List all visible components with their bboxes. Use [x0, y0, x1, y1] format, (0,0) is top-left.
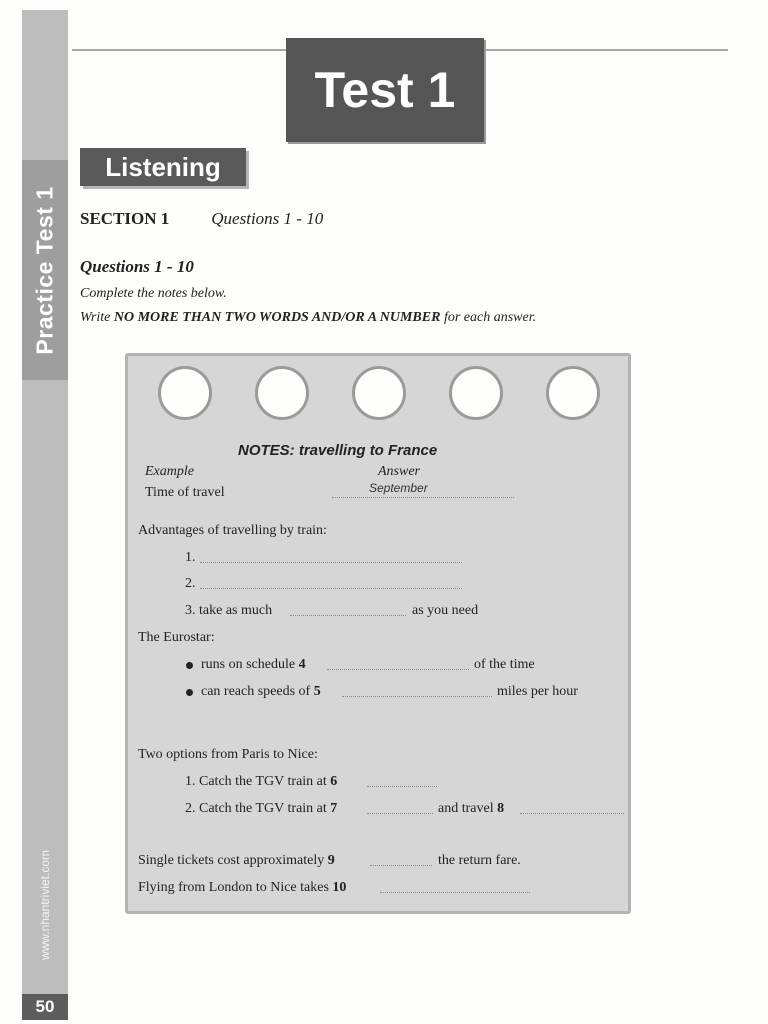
binder-ring — [352, 366, 406, 420]
binder-ring — [449, 366, 503, 420]
bullet-dot — [186, 662, 193, 669]
flying-text: Flying from London to Nice takes 10 — [138, 880, 347, 895]
eurostar-item-1-suffix: of the time — [474, 657, 535, 672]
section-line — [80, 209, 323, 229]
example-answer: September — [369, 481, 428, 495]
single-tickets-suffix: the return fare. — [438, 853, 521, 868]
answer-blank — [332, 497, 514, 498]
binder-ring — [546, 366, 600, 420]
answer-blank-9 — [370, 865, 432, 866]
eurostar-item-1: runs on schedule 4 — [201, 657, 306, 672]
advantages-heading: Advantages of travelling by train: — [138, 523, 327, 538]
test-title: Test 1 — [286, 38, 484, 142]
answer-label: Answer — [378, 464, 420, 479]
answer-blank-6 — [367, 786, 437, 787]
section-badge: Listening — [80, 148, 246, 186]
eurostar-heading: The Eurostar: — [138, 630, 215, 645]
answer-blank-1 — [200, 562, 462, 563]
binder-ring — [255, 366, 309, 420]
answer-blank-3 — [290, 615, 406, 616]
option-2-travel: and travel 8 — [438, 801, 505, 816]
sidebar-url: www.nhantriviet.com — [38, 849, 53, 961]
answer-blank-2 — [200, 588, 462, 589]
instruction-line-1: Complete the notes below. — [80, 286, 227, 301]
options-heading: Two options from Paris to Nice: — [138, 747, 318, 762]
advantage-2-number: 2. — [185, 576, 196, 591]
example-item: Time of travel — [145, 485, 225, 500]
page-number: 50 — [22, 994, 68, 1020]
advantage-3-suffix: as you need — [412, 603, 479, 618]
notes-title: NOTES: travelling to France — [238, 442, 438, 459]
answer-blank-4 — [327, 669, 469, 670]
advantage-1-number: 1. — [185, 550, 196, 565]
section-questions: Questions 1 - 10 — [211, 209, 324, 228]
eurostar-item-2-suffix: miles per hour — [497, 684, 578, 699]
instruction-line-2: Write NO MORE THAN TWO WORDS AND/OR A NUMBER for each answer. — [80, 310, 537, 325]
example-label: Example — [145, 464, 194, 479]
questions-heading: Questions 1 - 10 — [80, 257, 194, 276]
single-tickets-text: Single tickets cost approximately 9 — [138, 853, 335, 868]
advantage-3-text: 3. take as much — [185, 603, 273, 618]
answer-blank-8 — [520, 813, 624, 814]
answer-blank-10 — [380, 892, 530, 893]
answer-blank-7 — [367, 813, 433, 814]
option-1-text: 1. Catch the TGV train at 6 — [185, 774, 338, 789]
eurostar-item-2: can reach speeds of 5 — [201, 684, 321, 699]
answer-blank-5 — [342, 696, 492, 697]
bullet-dot — [186, 689, 193, 696]
section-label: SECTION 1 — [80, 209, 170, 228]
option-2-text: 2. Catch the TGV train at 7 — [185, 801, 338, 816]
binder-ring — [158, 366, 212, 420]
sidebar-title: Practice Test 1 — [31, 185, 58, 355]
